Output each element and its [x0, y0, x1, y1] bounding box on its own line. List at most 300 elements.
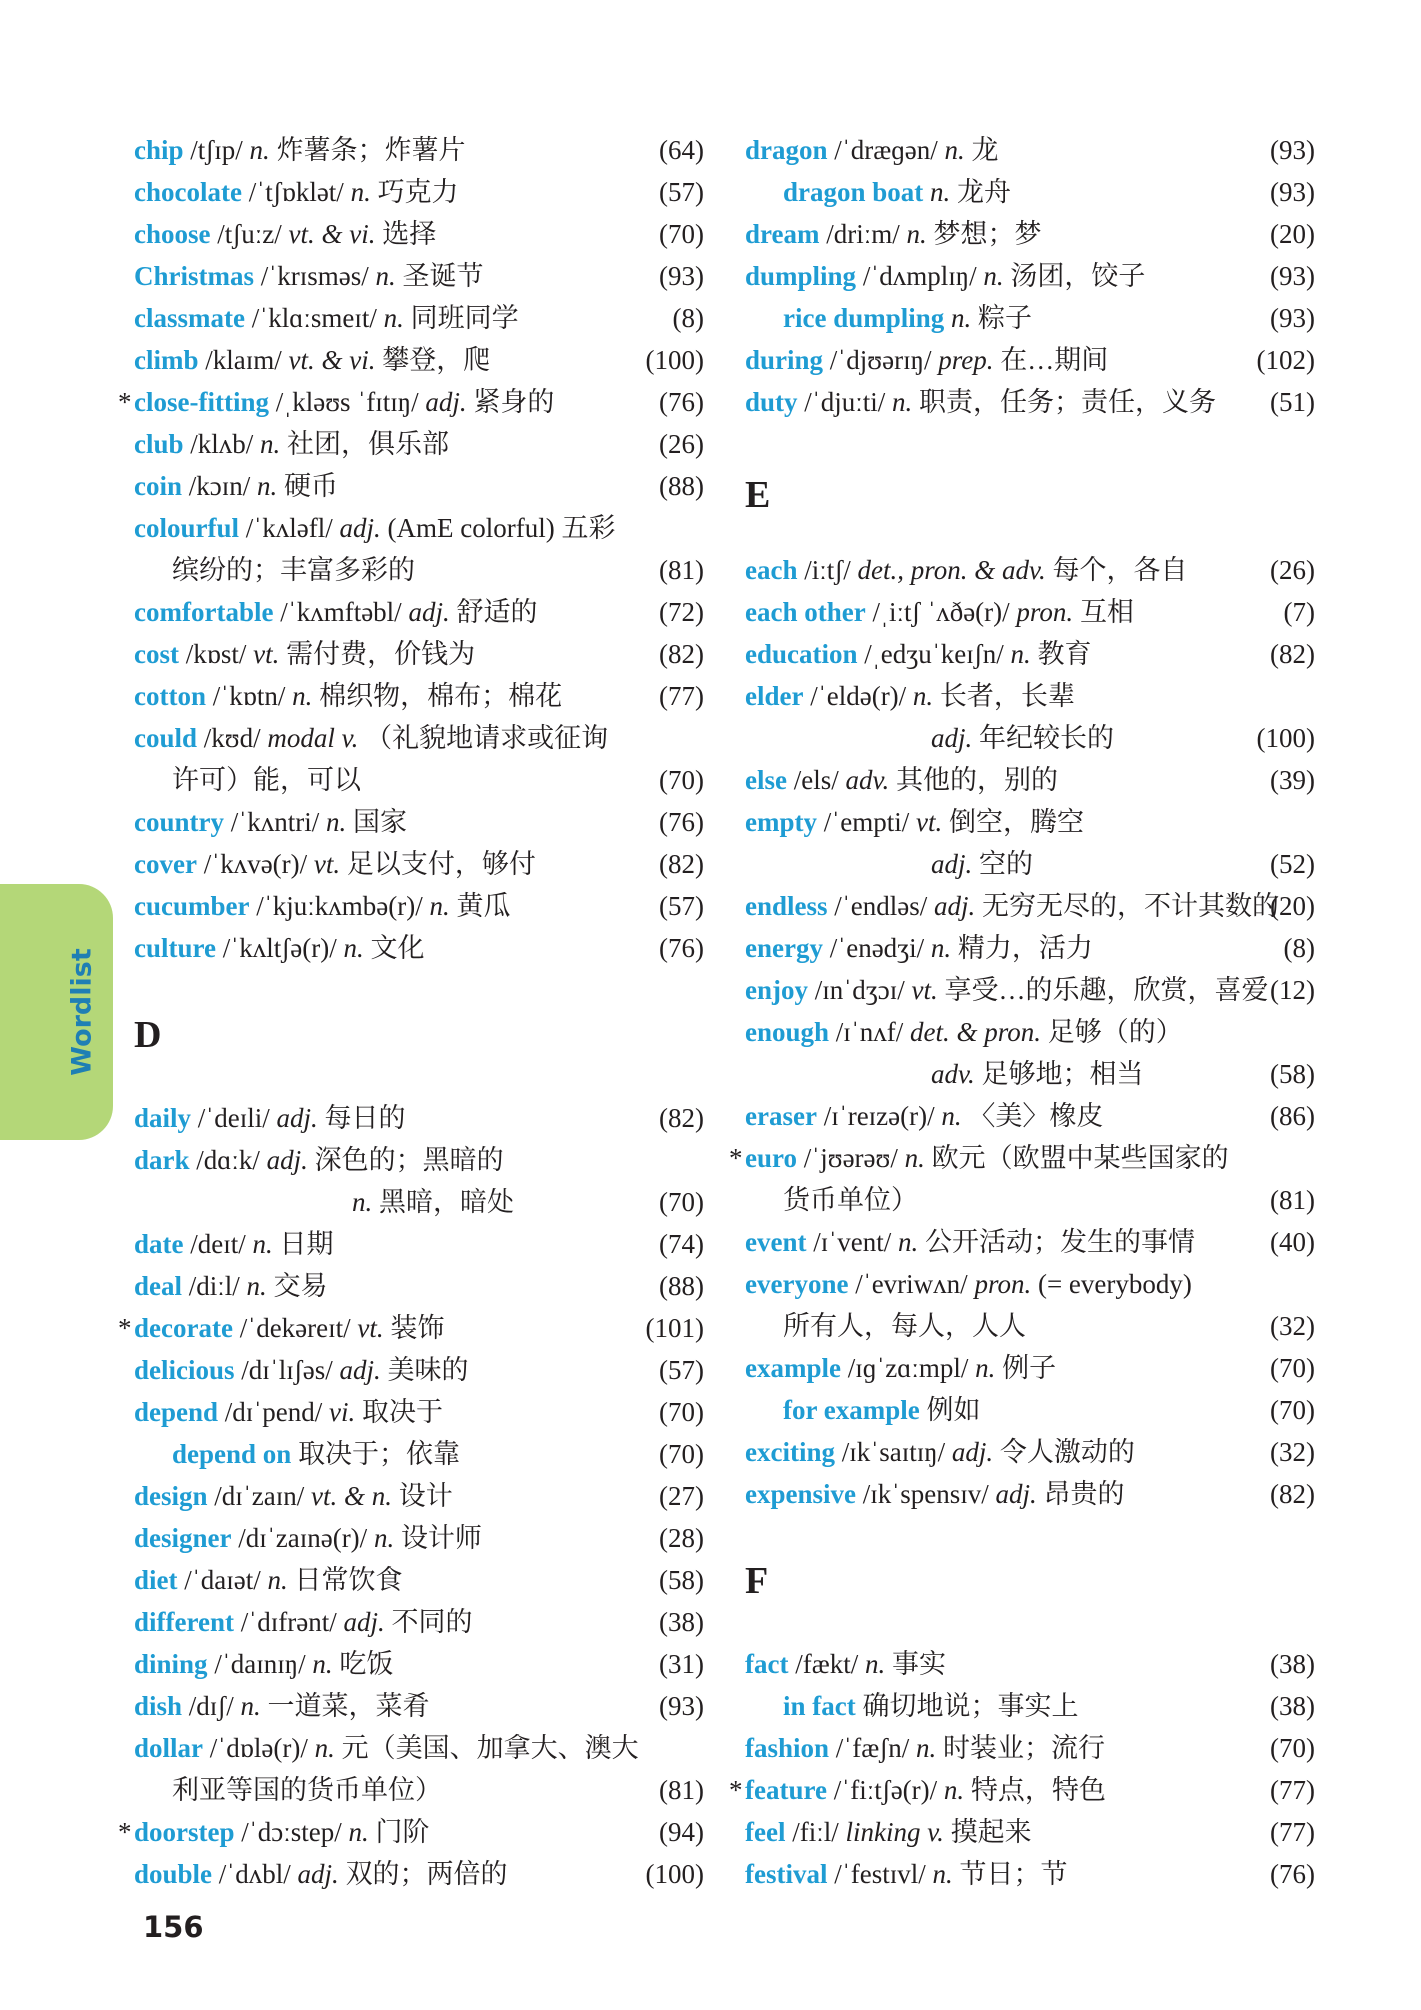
headword: designer: [134, 1523, 232, 1553]
part-of-speech: adj.: [995, 1479, 1037, 1509]
wordlist-entry: [134, 1223, 704, 1265]
part-of-speech: adv.: [931, 1059, 975, 1089]
wordlist-entry: [134, 171, 704, 213]
part-of-speech: n.: [864, 1649, 886, 1679]
headword: choose: [134, 219, 211, 249]
gloss: 汤团，饺子: [1010, 261, 1146, 291]
part-of-speech: n.: [314, 1733, 335, 1763]
part-of-speech: n.: [904, 1143, 925, 1173]
gloss: 日常饮食: [294, 1565, 403, 1595]
pronunciation: /ˈenədʒi/: [829, 933, 925, 963]
page-reference: (31): [659, 1649, 704, 1679]
pronunciation: /ˈkʌmftəbl/: [280, 597, 402, 627]
section-letter: F: [745, 1560, 769, 1602]
part-of-speech: n.: [943, 1775, 965, 1805]
wordlist-entry: [134, 801, 704, 843]
pronunciation: /ˈdaɪət/: [184, 1565, 261, 1595]
page-reference: (20): [1270, 891, 1315, 921]
section-letter: E: [745, 474, 771, 516]
pronunciation: /dɑːk/: [196, 1145, 260, 1175]
wordlist-line: [745, 1053, 1315, 1095]
headword: dark: [134, 1145, 190, 1175]
headword: close-fitting: [134, 387, 269, 417]
wordlist-entry: [745, 1263, 1315, 1305]
headword: deal: [134, 1271, 183, 1301]
gloss-continuation: 足够地；相当: [981, 1059, 1144, 1089]
pronunciation: /ˈkɒtn/: [212, 681, 286, 711]
wordlist-entry: [134, 1601, 704, 1643]
headword: endless: [745, 891, 828, 921]
page-reference: (32): [1270, 1437, 1315, 1467]
gloss: 摸起来: [950, 1817, 1032, 1847]
pronunciation: /ˌiːtʃ ˈʌðə(r)/: [872, 597, 1010, 627]
part-of-speech: adj.: [931, 723, 973, 753]
gloss: 舒适的: [456, 597, 538, 627]
part-of-speech: n.: [249, 135, 270, 165]
wordlist-entry: [134, 717, 704, 759]
wordlist-entry: [134, 1559, 704, 1601]
page-reference: (27): [659, 1481, 704, 1511]
gloss: 节日；节: [959, 1859, 1068, 1889]
part-of-speech: det. & pron.: [910, 1017, 1042, 1047]
gloss: 昂贵的: [1043, 1479, 1125, 1509]
wordlist-entry: [134, 885, 704, 927]
pronunciation: /ˈdʌbl/: [218, 1859, 291, 1889]
headword: daily: [134, 1103, 192, 1133]
pronunciation: /ˈfestɪvl/: [834, 1859, 926, 1889]
page-reference: (57): [659, 891, 704, 921]
pronunciation: /ˈdʌmplɪŋ/: [862, 261, 977, 291]
wordlist-entry: [745, 1643, 1315, 1685]
headword: cost: [134, 639, 179, 669]
pronunciation: /tʃuːz/: [217, 219, 282, 249]
gloss-continuation: 空的: [979, 849, 1034, 879]
gloss: 例如: [926, 1395, 981, 1425]
gloss: 梦想；梦: [933, 219, 1042, 249]
headword: country: [134, 807, 224, 837]
gloss: 不同的: [391, 1607, 473, 1637]
pronunciation: /fækt/: [795, 1649, 859, 1679]
part-of-speech: adv.: [845, 765, 890, 795]
pronunciation: /dɪˈlɪʃəs/: [241, 1355, 333, 1385]
part-of-speech: n.: [260, 429, 281, 459]
headword: colourful: [134, 513, 239, 543]
gloss: 棉织物，棉布；棉花: [319, 681, 563, 711]
headword: decorate: [134, 1313, 233, 1343]
pronunciation: /kʊd/: [203, 723, 261, 753]
headword: cotton: [134, 681, 206, 711]
part-of-speech: n.: [1010, 639, 1031, 669]
wordlist-entry: [745, 129, 1315, 171]
pronunciation: /ˌkləʊs ˈfɪtɪŋ/: [275, 387, 419, 417]
headword: dining: [134, 1649, 208, 1679]
headword: eraser: [745, 1101, 817, 1131]
wordlist-entry: [134, 1853, 704, 1895]
wordlist-entry: [134, 465, 704, 507]
pronunciation: /ˈeldə(r)/: [810, 681, 907, 711]
gloss: 欧元（欧盟中某些国家的: [931, 1143, 1229, 1173]
gloss: 需付费，价钱为: [286, 639, 476, 669]
part-of-speech: n.: [267, 1565, 288, 1595]
pronunciation: /ɪkˈspensɪv/: [862, 1479, 989, 1509]
pronunciation: /ˈjʊərəʊ/: [803, 1143, 898, 1173]
part-of-speech: adj.: [339, 513, 381, 543]
part-of-speech: adj.: [934, 891, 976, 921]
wordlist-line: [134, 759, 704, 801]
gloss: 取决于；依靠: [298, 1439, 461, 1469]
page-reference: (64): [659, 135, 704, 165]
section-letter: D: [134, 1014, 162, 1056]
wordlist-line: [134, 1769, 704, 1811]
pronunciation: /ɪˈreɪzə(r)/: [823, 1101, 935, 1131]
gloss: 倒空，腾空: [948, 807, 1084, 837]
gloss: 龙: [971, 135, 999, 165]
headword: feel: [745, 1817, 786, 1847]
gloss: 粽子: [978, 303, 1033, 333]
page-reference: (58): [659, 1565, 704, 1595]
part-of-speech: adj.: [339, 1355, 381, 1385]
wordlist-entry: [745, 1347, 1315, 1389]
wordlist-entry: [745, 633, 1315, 675]
gloss: 黄瓜: [456, 891, 511, 921]
gloss: 炸薯条；炸薯片: [276, 135, 466, 165]
pronunciation: /kɒst/: [185, 639, 247, 669]
pronunciation: /klaɪm/: [205, 345, 282, 375]
wordlist-entry: [745, 1221, 1315, 1263]
part-of-speech: vt.: [253, 639, 280, 669]
gloss: 取决于: [362, 1397, 444, 1427]
wordlist-line: [745, 717, 1315, 759]
headword: chip: [134, 135, 184, 165]
pronunciation: /deɪt/: [190, 1229, 246, 1259]
pronunciation: /kɔɪn/: [188, 471, 251, 501]
page-reference: (100): [645, 1859, 704, 1889]
gloss: 每日的: [324, 1103, 406, 1133]
star-marker: *: [118, 1817, 132, 1847]
part-of-speech: n.: [352, 1187, 373, 1217]
gloss: 事实: [891, 1649, 946, 1679]
page-reference: (102): [1256, 345, 1315, 375]
pronunciation: /klʌb/: [190, 429, 254, 459]
wordlist-entry: [745, 255, 1315, 297]
wordlist-entry: [134, 297, 704, 339]
part-of-speech: adj.: [276, 1103, 318, 1133]
page-reference: (70): [659, 1439, 704, 1469]
pronunciation: /tʃɪp/: [190, 135, 243, 165]
wordlist-entry: [134, 675, 704, 717]
page-reference: (70): [659, 1397, 704, 1427]
gloss: 享受…的乐趣，欣赏，喜爱: [944, 975, 1269, 1005]
wordlist-entry: [134, 927, 704, 969]
page-number: 156: [143, 1910, 204, 1944]
part-of-speech: vt.: [911, 975, 938, 1005]
page-reference: (12): [1270, 975, 1315, 1005]
page-reference: (82): [1270, 639, 1315, 669]
gloss: 特点，特色: [970, 1775, 1106, 1805]
wordlist-entry: [134, 213, 704, 255]
page-reference: (93): [1270, 303, 1315, 333]
part-of-speech: n.: [429, 891, 450, 921]
gloss: 每个，各自: [1052, 555, 1188, 585]
part-of-speech: n.: [343, 933, 364, 963]
gloss: 一道菜，菜肴: [267, 1691, 430, 1721]
page-reference: (70): [1270, 1733, 1315, 1763]
part-of-speech: n.: [944, 135, 965, 165]
part-of-speech: adj.: [343, 1607, 385, 1637]
page-reference: (8): [672, 303, 704, 333]
headword: dollar: [134, 1733, 204, 1763]
gloss-continuation: 缤纷的；丰富多彩的: [172, 555, 415, 585]
gloss: 巧克力: [377, 177, 459, 207]
wordlist-entry: [134, 843, 704, 885]
gloss: 国家: [353, 807, 407, 837]
headword: empty: [745, 807, 817, 837]
part-of-speech: n.: [951, 303, 972, 333]
headword: could: [134, 723, 198, 753]
wordlist-entry: [134, 1517, 704, 1559]
part-of-speech: n.: [350, 177, 371, 207]
pronunciation: /dɪˈzaɪn/: [214, 1481, 305, 1511]
page-reference: (82): [659, 1103, 704, 1133]
page-reference: (93): [1270, 135, 1315, 165]
gloss: 元（美国、加拿大、澳大: [341, 1733, 639, 1763]
page-reference: (86): [1270, 1101, 1315, 1131]
star-marker: *: [118, 387, 132, 417]
headword: duty: [745, 387, 798, 417]
wordlist-entry: [745, 801, 1315, 843]
wordlist-entry: [745, 1727, 1315, 1769]
page-reference: (52): [1270, 849, 1315, 879]
page-reference: (8): [1283, 933, 1315, 963]
pronunciation: /ˈklɑːsmeɪt/: [251, 303, 377, 333]
wordlist-line: [745, 171, 1315, 213]
page-reference: (32): [1270, 1311, 1315, 1341]
pronunciation: /ˈkʌləfl/: [245, 513, 333, 543]
headword: chocolate: [134, 177, 242, 207]
part-of-speech: n.: [930, 933, 952, 963]
page-reference: (58): [1270, 1059, 1315, 1089]
part-of-speech: n.: [257, 471, 278, 501]
wordlist-line: [745, 1685, 1315, 1727]
pronunciation: /ɪˈnʌf/: [835, 1017, 904, 1047]
pronunciation: /ˈendləs/: [834, 891, 928, 921]
wordlist-entry: [134, 1685, 704, 1727]
headword: fact: [745, 1649, 789, 1679]
headword: depend on: [172, 1439, 292, 1469]
pronunciation: /ˈdjuːti/: [804, 387, 886, 417]
page-reference: (38): [1270, 1649, 1315, 1679]
pronunciation: /ˈkʌvə(r)/: [203, 849, 308, 879]
wordlist-entry: [745, 549, 1315, 591]
gloss: 长者，长辈: [939, 681, 1075, 711]
headword: euro: [745, 1143, 797, 1173]
part-of-speech: linking v.: [845, 1817, 944, 1847]
gloss: 紧身的: [473, 387, 555, 417]
gloss: 教育: [1037, 639, 1092, 669]
page-reference: (81): [659, 1775, 704, 1805]
headword: cover: [134, 849, 197, 879]
part-of-speech: adj.: [297, 1859, 339, 1889]
pronunciation: /els/: [793, 765, 839, 795]
gloss: (= everybody): [1037, 1269, 1192, 1299]
page-reference: (7): [1283, 597, 1315, 627]
headword: for example: [783, 1395, 920, 1425]
wordlist-entry: [134, 1391, 704, 1433]
headword: expensive: [745, 1479, 856, 1509]
wordlist-entry: [134, 1097, 704, 1139]
gloss-continuation: 货币单位）: [783, 1185, 918, 1215]
wordlist-entry: [745, 1473, 1315, 1515]
headword: enjoy: [745, 975, 808, 1005]
pronunciation: /ˈdɪfrənt/: [240, 1607, 337, 1637]
gloss: 足够（的）: [1047, 1017, 1183, 1047]
part-of-speech: vt. & vi.: [288, 219, 376, 249]
wordlist-entry: [134, 255, 704, 297]
gloss: 〈美〉橡皮: [968, 1101, 1104, 1131]
headword: coin: [134, 471, 183, 501]
page-reference: (20): [1270, 219, 1315, 249]
headword: in fact: [783, 1691, 856, 1721]
star-marker: *: [118, 1313, 132, 1343]
page-reference: (88): [659, 471, 704, 501]
part-of-speech: det., pron. & adv.: [857, 555, 1046, 585]
gloss-continuation: 许可）能，可以: [172, 765, 361, 795]
page-reference: (93): [1270, 261, 1315, 291]
wordlist-entry: [134, 1349, 704, 1391]
headword: cucumber: [134, 891, 250, 921]
headword: each: [745, 555, 798, 585]
page-reference: (77): [1270, 1817, 1315, 1847]
star-marker: *: [729, 1775, 743, 1805]
headword: enough: [745, 1017, 830, 1047]
page-reference: (28): [659, 1523, 704, 1553]
headword: climb: [134, 345, 199, 375]
page-reference: (57): [659, 177, 704, 207]
part-of-speech: n.: [892, 387, 913, 417]
wordlist-entry: [134, 423, 704, 465]
page-reference: (88): [659, 1271, 704, 1301]
wordlist-entry: [745, 885, 1315, 927]
wordlist-entry: [134, 1727, 704, 1769]
part-of-speech: n.: [932, 1859, 953, 1889]
wordlist-entry: [729, 1137, 1315, 1179]
page-reference: (100): [1256, 723, 1315, 753]
page-reference: (70): [1270, 1395, 1315, 1425]
gloss: 文化: [370, 933, 425, 963]
pronunciation: /diːl/: [188, 1271, 240, 1301]
page-reference: (82): [659, 849, 704, 879]
part-of-speech: adj.: [951, 1437, 994, 1467]
page-reference: (77): [1270, 1775, 1315, 1805]
gloss: (AmE colorful) 五彩: [387, 513, 616, 543]
wordlist-entry: [745, 1431, 1315, 1473]
part-of-speech: n.: [373, 1523, 395, 1553]
wordlist-entry: [745, 213, 1315, 255]
page-reference: (76): [659, 933, 704, 963]
gloss-continuation: 利亚等国的货币单位）: [172, 1775, 442, 1805]
part-of-speech: vi.: [329, 1397, 356, 1427]
page-reference: (39): [1270, 765, 1315, 795]
pronunciation: /ɪkˈsaɪtɪŋ/: [841, 1437, 946, 1467]
page-reference: (82): [659, 639, 704, 669]
pronunciation: /ˈdekəreɪt/: [239, 1313, 351, 1343]
gloss: 其他的，别的: [895, 765, 1058, 795]
gloss: 无穷无尽的，不计其数的: [982, 891, 1280, 921]
gloss: 美味的: [387, 1355, 469, 1385]
page-reference: (76): [1270, 1859, 1315, 1889]
part-of-speech: n.: [930, 177, 951, 207]
headword: festival: [745, 1859, 828, 1889]
headword: fashion: [745, 1733, 830, 1763]
wordlist-entry: [134, 1643, 704, 1685]
page-reference: (77): [659, 681, 704, 711]
wordlist-line: [745, 297, 1315, 339]
page-reference: (70): [659, 765, 704, 795]
headword: dragon: [745, 135, 828, 165]
headword: energy: [745, 933, 823, 963]
part-of-speech: adj.: [425, 387, 467, 417]
wordlist-line: [745, 1389, 1315, 1431]
gloss: 足以支付，够付: [346, 849, 536, 879]
headword: doorstep: [134, 1817, 235, 1847]
headword: classmate: [134, 303, 245, 333]
wordlist-line: [134, 1181, 704, 1223]
gloss: 吃饭: [339, 1649, 394, 1679]
pronunciation: /fiːl/: [792, 1817, 839, 1847]
page-reference: (38): [1270, 1691, 1315, 1721]
page-reference: (93): [659, 261, 704, 291]
pronunciation: /dɪˈpend/: [224, 1397, 323, 1427]
pronunciation: /ˈempti/: [823, 807, 910, 837]
wordlist-entry: [745, 1811, 1315, 1853]
headword: date: [134, 1229, 184, 1259]
headword: everyone: [745, 1269, 849, 1299]
wordlist-entry: [134, 1139, 704, 1181]
gloss: 装饰: [390, 1313, 445, 1343]
page-reference: (70): [659, 1187, 704, 1217]
pronunciation: /ˈkjuːkʌmbə(r)/: [256, 891, 423, 921]
pronunciation: /ˈdræɡən/: [834, 135, 938, 165]
wordlist-entry: [745, 591, 1315, 633]
wordlist-entry: [745, 927, 1315, 969]
headword: different: [134, 1607, 234, 1637]
gloss: 龙舟: [957, 177, 1012, 207]
pronunciation: /ˈkʌltʃə(r)/: [222, 933, 337, 963]
gloss: 设计: [398, 1481, 453, 1511]
pronunciation: /ˈfæʃn/: [835, 1733, 910, 1763]
wordlist-entry: [134, 339, 704, 381]
headword: dragon boat: [783, 177, 924, 207]
wordlist-entry: [118, 1811, 704, 1853]
wordlist-entry: [134, 129, 704, 171]
headword: elder: [745, 681, 804, 711]
gloss: 在…期间: [1000, 345, 1109, 375]
headword: each other: [745, 597, 866, 627]
gloss: 精力，活力: [957, 933, 1093, 963]
headword: event: [745, 1227, 807, 1257]
part-of-speech: vt.: [357, 1313, 384, 1343]
gloss: 同班同学: [410, 303, 519, 333]
gloss: 日期: [279, 1229, 334, 1259]
page-reference: (93): [659, 1691, 704, 1721]
wordlist-line: [134, 549, 704, 591]
part-of-speech: n.: [383, 303, 404, 333]
page-reference: (81): [1270, 1185, 1315, 1215]
part-of-speech: n.: [252, 1229, 273, 1259]
part-of-speech: n.: [375, 261, 396, 291]
headword: double: [134, 1859, 213, 1889]
part-of-speech: n.: [912, 681, 934, 711]
